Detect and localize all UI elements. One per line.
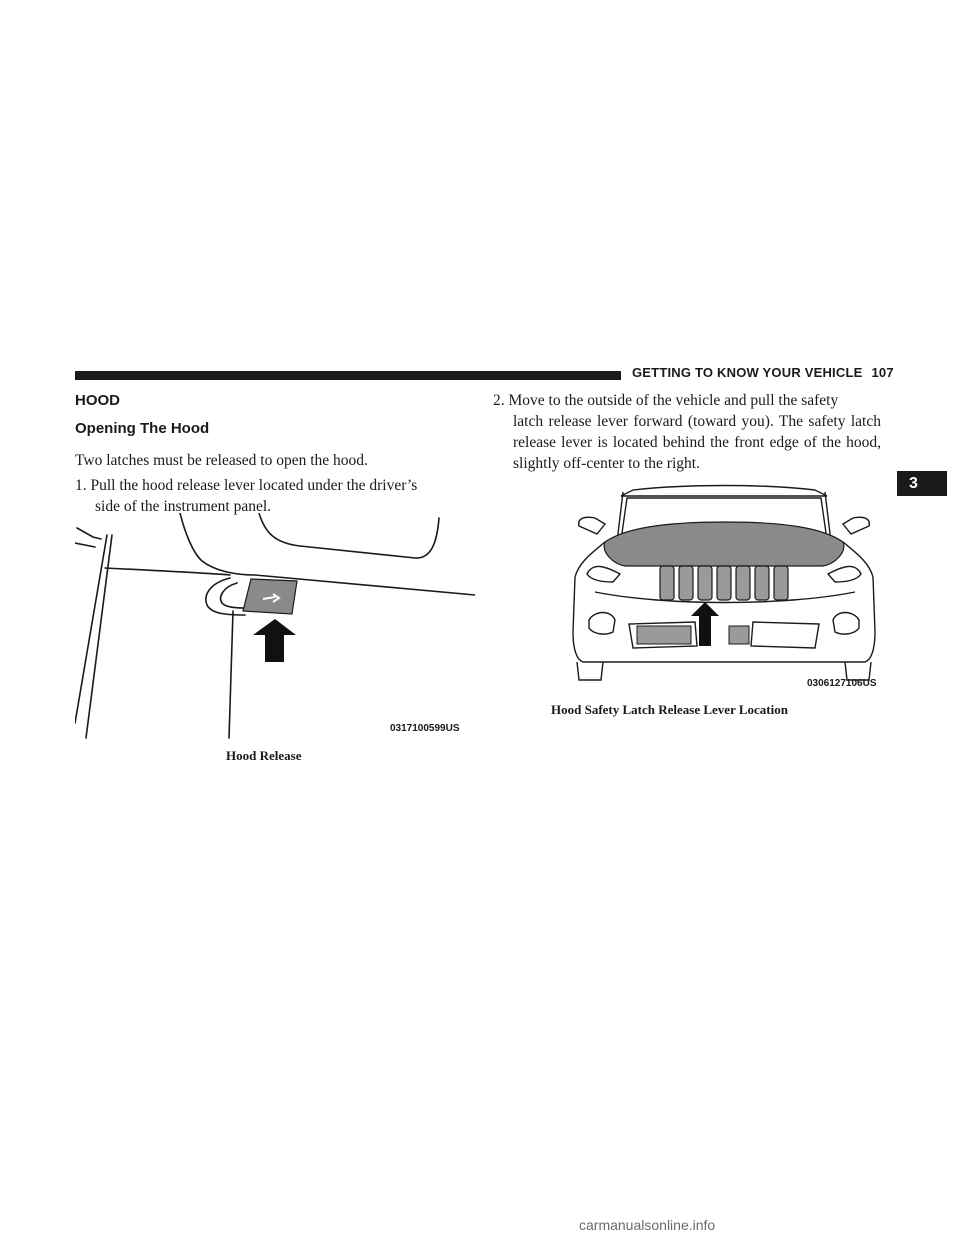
step-1-first-line: 1. Pull the hood release lever located under the driver’s xyxy=(75,477,418,494)
step-1 xyxy=(75,475,463,517)
intro-paragraph: Two latches must be released to open the hood. xyxy=(75,452,368,469)
step-1-continuation: side of the instrument panel. xyxy=(95,498,272,515)
subsection-heading: Opening The Hood xyxy=(75,420,210,437)
figure-code: 0306127106US xyxy=(807,678,877,689)
hood-safety-latch-illustration xyxy=(565,482,883,694)
section-heading: HOOD xyxy=(75,392,120,409)
header-rule xyxy=(75,371,621,380)
hood-panel xyxy=(604,522,844,566)
figure-caption: Hood Release xyxy=(226,748,302,763)
running-header xyxy=(632,365,894,380)
step-2-continuation: latch release lever forward (toward you). The safety latch release lever is located behind the front edge of the hood, slightly off-center to the right. xyxy=(513,413,881,472)
step-2-first-line: 2. Move to the outside of the vehicle and pull the safety xyxy=(493,392,839,409)
section-title: GETTING TO KNOW YOUR VEHICLE xyxy=(632,365,863,380)
release-lever xyxy=(243,579,297,614)
arrow-up-icon xyxy=(253,619,296,662)
hood-release-illustration xyxy=(75,513,475,743)
step-2 xyxy=(493,390,881,474)
grille xyxy=(660,566,788,600)
page-number: 107 xyxy=(871,365,894,380)
figure-code: 0317100599US xyxy=(390,723,460,734)
figure-caption: Hood Safety Latch Release Lever Location xyxy=(551,702,788,717)
watermark: carmanualsonline.info xyxy=(579,1217,716,1233)
chapter-tab: 3 xyxy=(897,471,947,496)
